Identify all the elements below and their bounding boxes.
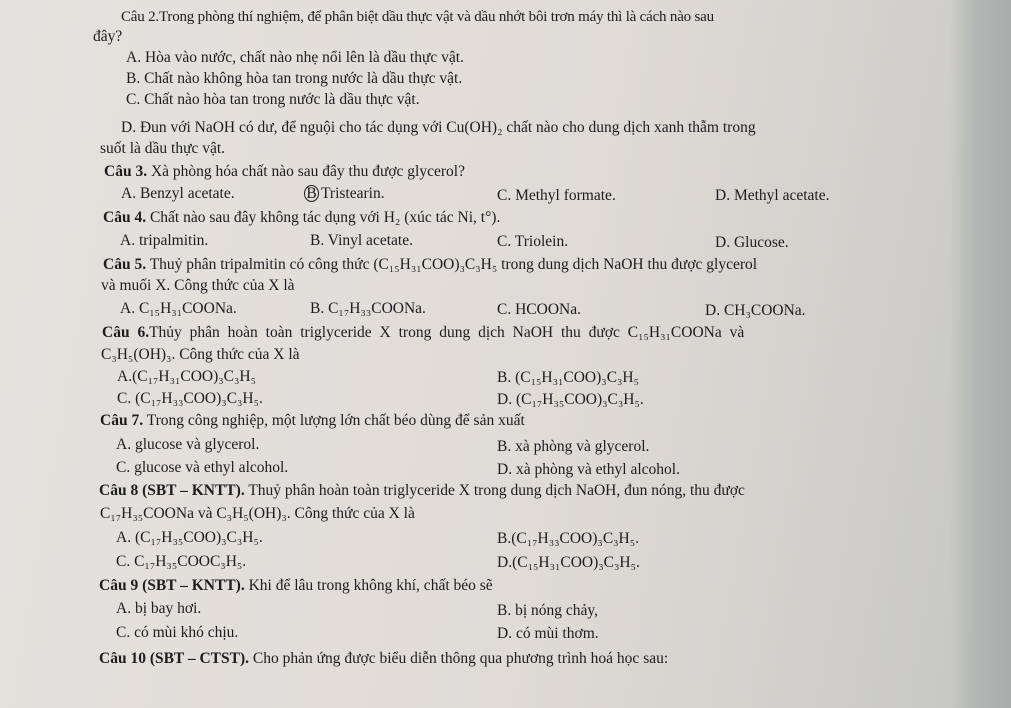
q3-stem <box>104 162 465 182</box>
q7-option-d: D. xà phòng và ethyl alcohol. <box>497 461 680 478</box>
q2-stem-line-1: Câu 2.Trong phòng thí nghiệm, để phân biệt dầu thực vật và dầu nhớt bôi trơn máy thì là cách nào sau <box>121 9 714 25</box>
page-edge-shadow <box>950 0 1011 708</box>
q6-option-d: D. (C₁₇H₃₅COO)₃C₃H₅. <box>497 391 644 408</box>
q8-option-c: C. C₁₇H₃₅COOC₃H₅. <box>116 553 247 570</box>
q9-option-b: B. bị nóng chảy, <box>497 602 599 619</box>
q7-option-a: A. glucose và glycerol. <box>116 436 260 453</box>
q4-option-c: C. Triolein. <box>497 233 569 250</box>
q7-option-c: C. glucose và ethyl alcohol. <box>116 459 289 476</box>
q4-option-d: D. Glucose. <box>715 234 789 251</box>
q3-option-b-text: Tristearin. <box>321 185 385 202</box>
q5-stem-text: Thuỷ phân tripalmitin có công thức (C₁₅H₃₁COO)₃C₃H₅ trong dung dịch NaOH thu được glycerol <box>149 256 758 273</box>
q9-stem <box>99 576 493 596</box>
q6-label: Câu 6. <box>102 324 150 341</box>
q8-option-a: A. (C₁₇H₃₅COO)₃C₃H₅. <box>116 529 263 546</box>
q5-option-c: C. HCOONa. <box>497 301 581 318</box>
q9-option-d: D. có mùi thơm. <box>497 625 599 642</box>
q3-option-d: D. Methyl acetate. <box>715 187 830 204</box>
q4-option-b: B. Vinyl acetate. <box>310 232 413 249</box>
q2-stem-line-2: đây? <box>93 28 123 45</box>
q2-option-a: A. Hòa vào nước, chất nào nhẹ nổi lên là dầu thực vật. <box>126 49 464 66</box>
q9-label: Câu 9 (SBT – KNTT). <box>99 577 245 594</box>
q8-option-b: B.(C₁₇H₃₃COO)₃C₃H₅. <box>497 530 640 547</box>
q8-stem-text: Thuỷ phân hoàn toàn triglyceride X trong dung dịch NaOH, đun nóng, thu được <box>248 482 745 499</box>
q8-stem-line-1 <box>99 481 745 501</box>
circled-answer-mark: B <box>304 185 319 202</box>
q3-stem-text: Xà phòng hóa chất nào sau đây thu được glycerol? <box>150 163 465 180</box>
q5-stem-line-2: và muối X. Công thức của X là <box>101 277 295 294</box>
q6-stem-text: Thủy phân hoàn toàn triglyceride X trong dung dịch NaOH thu được C₁₅H₃₁COONa và <box>149 324 745 341</box>
q3-option-a: A. Benzyl acetate. <box>121 185 235 202</box>
q4-stem-text: Chất nào sau đây không tác dụng với H₂ (xúc tác Ni, t°). <box>149 209 501 226</box>
q2-option-c: C. Chất nào hòa tan trong nước là dầu thực vật. <box>126 91 420 108</box>
q10-stem-text: Cho phản ứng được biểu diễn thông qua phương trình hoá học sau: <box>252 650 669 667</box>
q3-option-c: C. Methyl formate. <box>497 187 616 204</box>
q6-stem-line-2: C₃H₅(OH)₃. Công thức của X là <box>101 346 300 363</box>
q8-label: Câu 8 (SBT – KNTT). <box>99 482 245 499</box>
q8-stem-line-2: C₁₇H₃₅COONa và C₃H₅(OH)₃. Công thức của X là <box>100 505 415 522</box>
q9-stem-text: Khi để lâu trong không khí, chất béo sẽ <box>248 577 493 594</box>
q7-label: Câu 7. <box>100 412 144 429</box>
q3-option-b <box>304 184 385 204</box>
q9-option-c: C. có mùi khó chịu. <box>116 624 239 641</box>
q8-option-d: D.(C₁₅H₃₁COO)₃C₃H₅. <box>497 554 640 571</box>
q5-stem-line-1 <box>103 255 757 275</box>
q10-stem <box>99 649 668 669</box>
q4-option-a: A. tripalmitin. <box>120 232 209 249</box>
q5-option-d: D. CH₃COONa. <box>705 302 806 319</box>
q4-label: Câu 4. <box>103 209 147 226</box>
q5-option-b: B. C₁₇H₃₃COONa. <box>310 300 426 317</box>
q3-label: Câu 3. <box>104 163 148 180</box>
q9-option-a: A. bị bay hơi. <box>116 600 202 617</box>
q5-label: Câu 5. <box>103 256 147 273</box>
q6-option-b: B. (C₁₅H₃₁COO)₃C₃H₅ <box>497 369 640 386</box>
q2-option-b: B. Chất nào không hòa tan trong nước là dầu thực vật. <box>126 70 463 87</box>
q5-option-a: A. C₁₅H₃₁COONa. <box>120 300 237 317</box>
q2-option-d-line-1: D. Đun với NaOH có dư, để nguội cho tác dụng với Cu(OH)₂ chất nào cho dung dịch xanh thẫm trong <box>121 119 756 136</box>
q4-stem <box>103 208 500 228</box>
q7-stem-text: Trong công nghiệp, một lượng lớn chất béo dùng để sản xuất <box>146 412 525 429</box>
q6-stem-line-1 <box>102 323 744 343</box>
q7-stem <box>100 411 525 431</box>
q7-option-b: B. xà phòng và glycerol. <box>497 438 650 455</box>
q6-option-c: C. (C₁₇H₃₃COO)₃C₃H₅. <box>117 390 263 407</box>
q10-label: Câu 10 (SBT – CTST). <box>99 650 250 667</box>
q6-option-a: A.(C₁₇H₃₁COO)₃C₃H₅ <box>117 368 257 385</box>
q2-option-d-line-2: suốt là dầu thực vật. <box>100 140 226 157</box>
